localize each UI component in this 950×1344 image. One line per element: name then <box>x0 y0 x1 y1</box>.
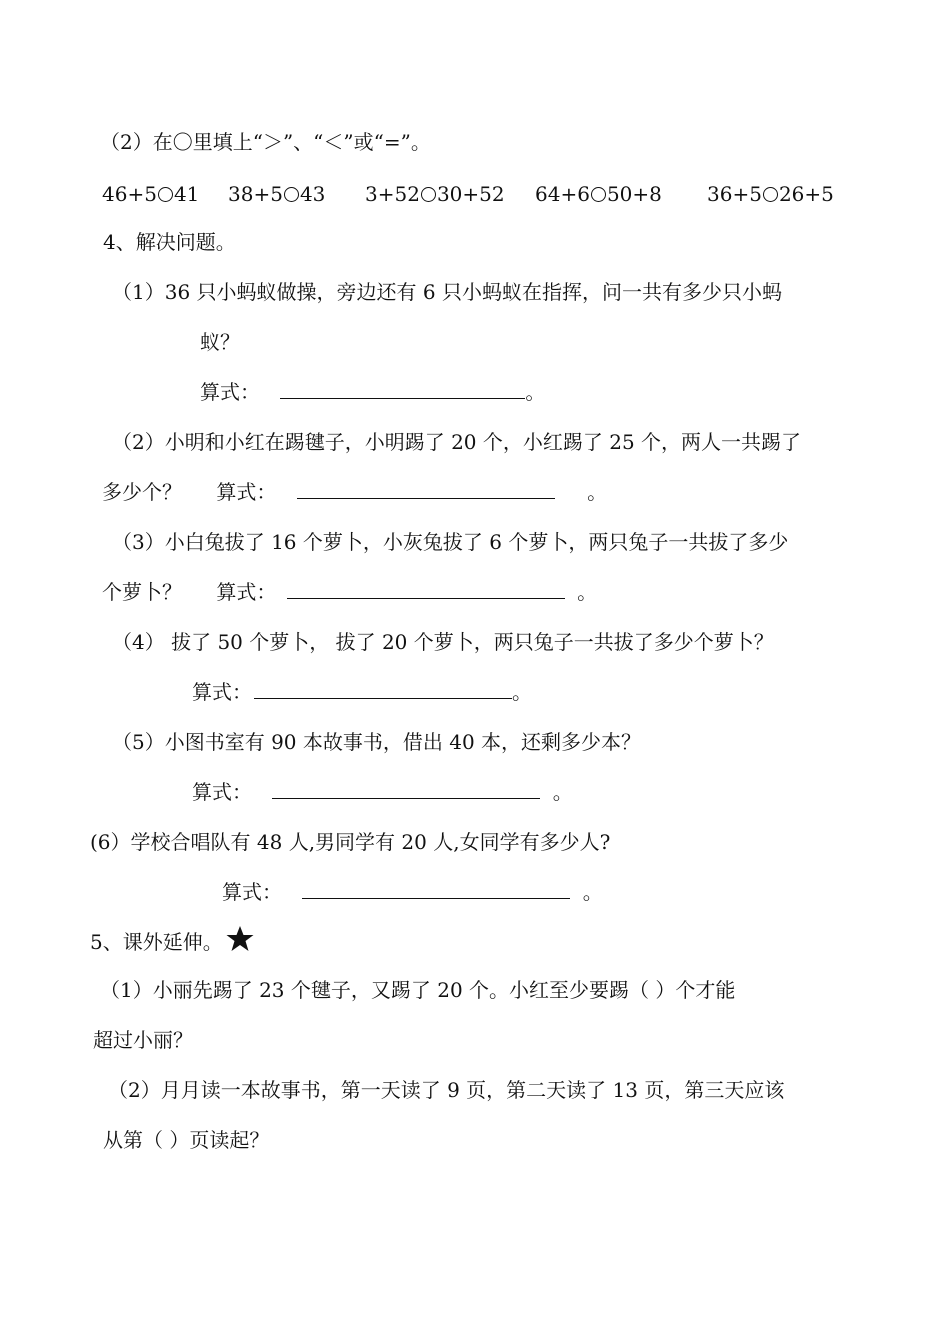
formula-label: 算式： <box>200 380 260 404</box>
problem-1-answer <box>200 378 545 406</box>
compare-circle-icon[interactable] <box>158 187 173 202</box>
problem-6-answer <box>222 878 603 906</box>
compare-circle-icon[interactable] <box>421 187 436 202</box>
extension-1-text: （1）小丽先踢了 23 个毽子，又踢了 20 个。小红至少要踢（ ）个才能 <box>100 978 736 1002</box>
answer-blank[interactable] <box>297 478 555 499</box>
answer-blank[interactable] <box>287 578 565 599</box>
formula-label: 算式： <box>216 480 277 504</box>
extension-2-text: （2）月月读一本故事书，第一天读了 9 页，第二天读了 13 页，第三天应该 <box>108 1078 785 1102</box>
period: 。 <box>582 880 603 904</box>
problem-3-text: （3）小白兔拔了 16 个萝卜，小灰兔拔了 6 个萝卜，两只兔子一共拔了多少 <box>112 530 789 554</box>
compare-left: 36+5 <box>707 182 762 206</box>
section-5-title: 5、课外延伸。 <box>90 930 223 954</box>
compare-right: 26+5 <box>778 182 834 206</box>
period: 。 <box>577 580 598 604</box>
section-5-title-row <box>90 926 255 956</box>
period: 。 <box>587 480 608 504</box>
compare-item <box>707 180 834 208</box>
problem-2-text: （2）小明和小红在踢毽子，小明踢了 20 个，小红踢了 25 个，两人一共踢了 <box>112 430 802 454</box>
compare-item <box>102 180 199 208</box>
problem-4-text: （4） 拔了 50 个萝卜， 拔了 20 个萝卜，两只兔子一共拔了多少个萝卜？ <box>112 630 774 654</box>
compare-left: 3+52 <box>365 182 420 206</box>
compare-item <box>535 180 662 208</box>
problem-3-text-cont: 个萝卜？ <box>102 580 182 604</box>
compare-item <box>228 180 325 208</box>
compare-circle-icon[interactable] <box>591 187 606 202</box>
answer-blank[interactable] <box>254 678 512 699</box>
compare-right: 50+8 <box>606 182 662 206</box>
compare-circle-icon[interactable] <box>284 187 299 202</box>
compare-left: 64+6 <box>535 182 590 206</box>
formula-label: 算式： <box>216 580 277 604</box>
compare-left: 46+5 <box>102 182 157 206</box>
formula-label: 算式： <box>222 880 282 904</box>
problem-4-answer <box>192 678 532 706</box>
period: 。 <box>512 680 532 704</box>
extension-2-text-cont: 从第（ ）页读起？ <box>103 1128 270 1152</box>
compare-right: 41 <box>173 182 200 206</box>
section-2-title: （2）在〇里填上“＞”、“＜”或“=”。 <box>100 130 431 154</box>
compare-circle-icon[interactable] <box>763 187 778 202</box>
answer-blank[interactable] <box>272 778 540 799</box>
period: 。 <box>552 780 573 804</box>
problem-3-answer <box>102 578 597 606</box>
extension-1-text-cont: 超过小丽？ <box>93 1028 193 1052</box>
compare-right: 43 <box>299 182 326 206</box>
problem-5-answer <box>192 778 573 806</box>
formula-label: 算式： <box>192 680 252 704</box>
problem-5-text: （5）小图书室有 90 本故事书，借出 40 本，还剩多少本？ <box>112 730 642 754</box>
compare-right: 30+52 <box>436 182 505 206</box>
answer-blank[interactable] <box>302 878 570 899</box>
section-4-title: 4、解决问题。 <box>103 230 236 254</box>
star-icon <box>225 926 255 952</box>
problem-1-text-cont: 蚁？ <box>200 330 240 354</box>
formula-label: 算式： <box>192 780 252 804</box>
period: 。 <box>525 380 546 404</box>
problem-6-text: (6）学校合唱队有 48 人,男同学有 20 人,女同学有多少人? <box>90 830 611 854</box>
problem-2-text-cont: 多少个？ <box>102 480 182 504</box>
compare-left: 38+5 <box>228 182 283 206</box>
problem-1-text: （1）36 只小蚂蚁做操，旁边还有 6 只小蚂蚁在指挥，问一共有多少只小蚂 <box>112 280 782 304</box>
answer-blank[interactable] <box>280 378 525 399</box>
problem-2-answer <box>102 478 607 506</box>
compare-item <box>365 180 505 208</box>
